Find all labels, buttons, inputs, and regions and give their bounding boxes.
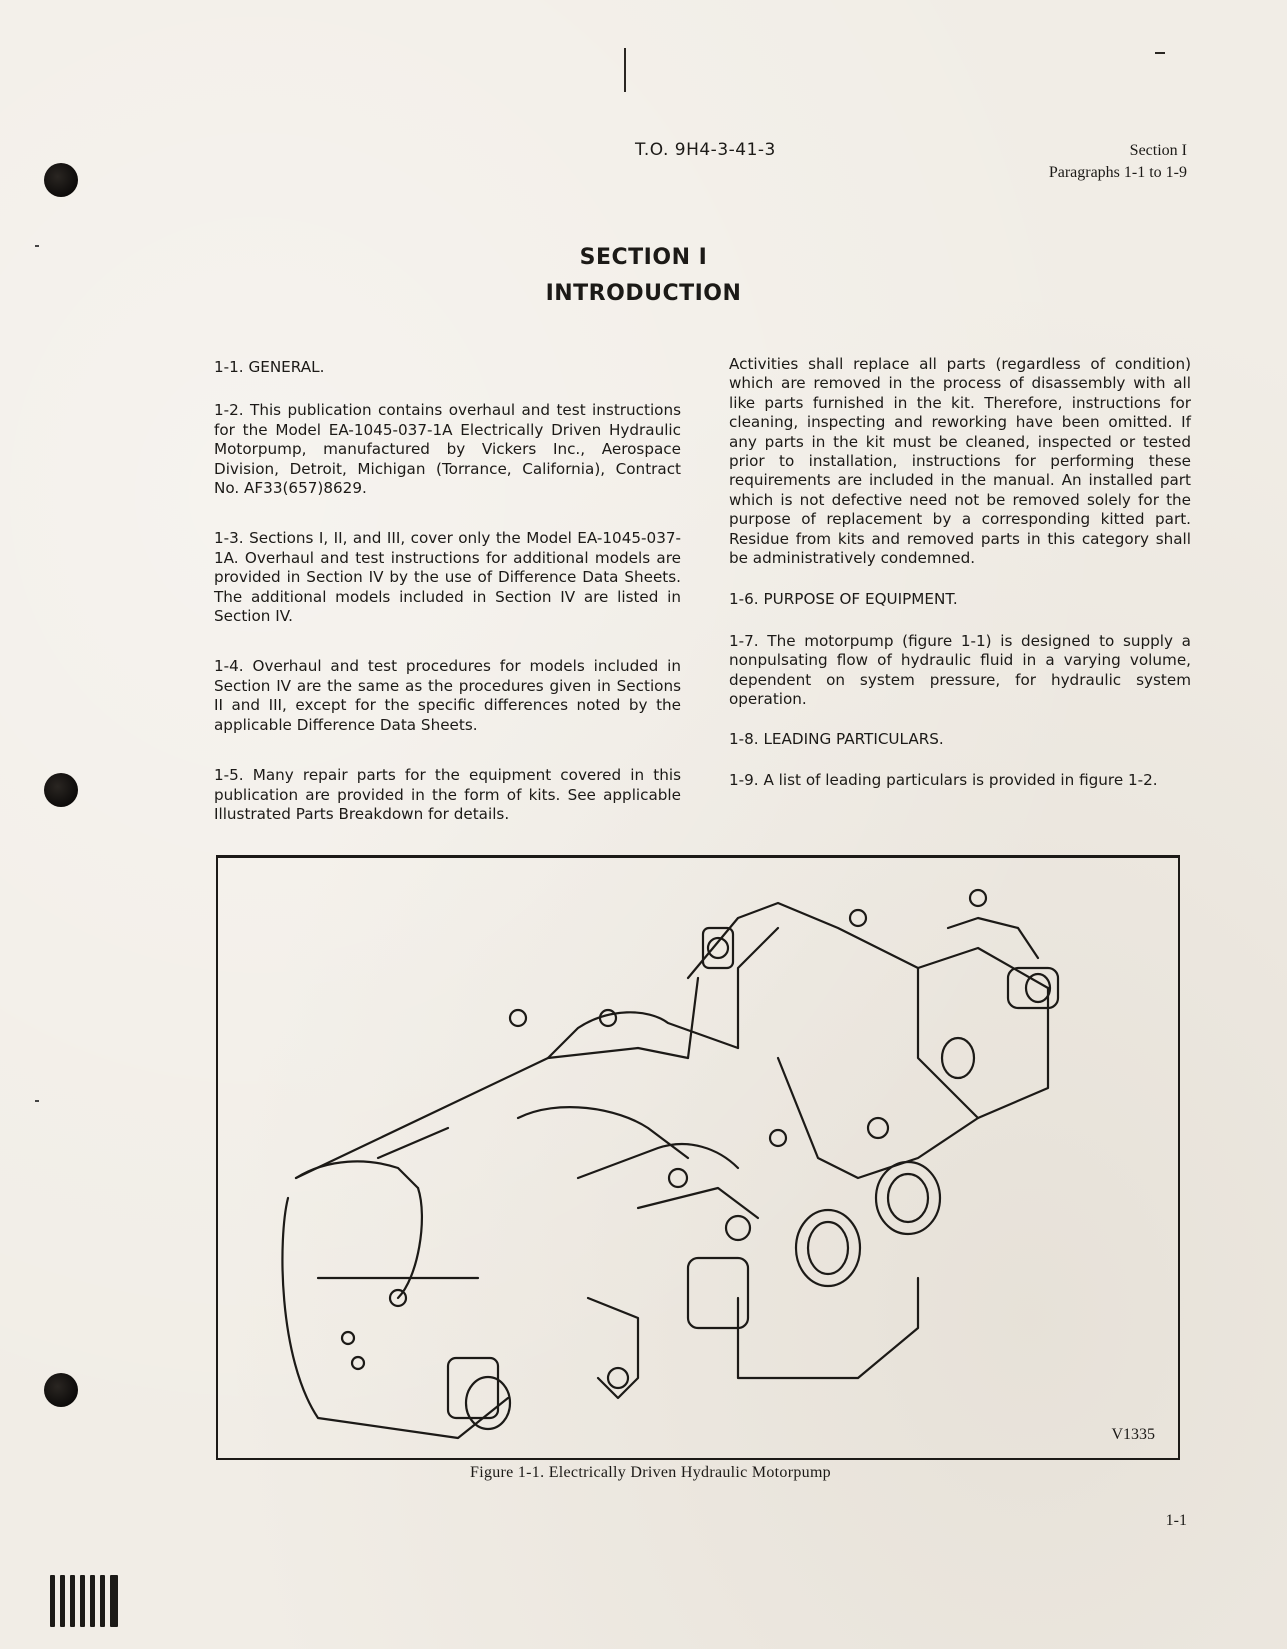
page-number: 1-1 xyxy=(1165,1512,1187,1529)
paragraph-heading: 1-8. LEADING PARTICULARS. xyxy=(729,729,944,748)
margin-mark xyxy=(35,1100,39,1102)
scan-mark xyxy=(1155,52,1165,54)
paragraph: 1-7. The motorpump (figure 1-1) is designed to supply a nonpulsating flow of hydraulic fluid in a varying volume, dependent on system pressure, for hydraulic system operation. xyxy=(729,631,1191,709)
paragraph: 1-3. Sections I, II, and III, cover only the Model EA-1045-037-1A. Overhaul and test instructions for additional models are provided in Section IV by the use of Difference Data Sheets. The additional models included in Section IV are listed in Section IV. xyxy=(214,529,681,626)
figure-id-code: V1335 xyxy=(1111,1426,1155,1443)
paragraph: 1-4. Overhaul and test procedures for models included in Section IV are the same as the procedures given in Sections II and III, except for the specific differences noted by the applicable Difference Data Sheets. xyxy=(214,657,681,734)
figure-caption: Figure 1-1. Electrically Driven Hydraulic Motorpump xyxy=(470,1464,831,1481)
punch-hole xyxy=(44,1373,78,1407)
motorpump-illustration xyxy=(218,858,1178,1458)
punch-hole xyxy=(44,163,78,197)
section-reference xyxy=(1049,140,1187,184)
paragraph-heading: 1-1. GENERAL. xyxy=(214,358,325,376)
paragraph: Activities shall replace all parts (regardless of condition) which are removed in the process of disassembly with all like parts furnished in the kit. Therefore, instructions for cleaning, inspecting and reworking have been omitted. If any parts in the kit must be cleaned, inspected or tested prior to installation, instructions for performing these requirements are included in the manual. An installed part which is not defective need not be removed solely for the purpose of replacement by a corresponding kitted part. Residue from kits and removed parts in this category shall be administratively condemned. xyxy=(729,355,1191,568)
left-column xyxy=(214,358,681,844)
paragraph-heading: 1-6. PURPOSE OF EQUIPMENT. xyxy=(729,590,958,609)
paragraph: 1-2. This publication contains overhaul and test instructions for the Model EA-1045-037-1A Electrically Driven Hydraulic Motorpump, manufactured by Vickers Inc., Aerospace Division, Detroit, Michigan (Torrance, California), Contract No. AF33(657)8629. xyxy=(214,401,681,498)
section-title: SECTION I xyxy=(579,245,708,270)
scan-mark xyxy=(624,48,626,92)
section-label: Section I xyxy=(1129,142,1187,159)
document-number: T.O. 9H4-3-41-3 xyxy=(635,140,776,160)
paragraph-range: Paragraphs 1-1 to 1-9 xyxy=(1048,164,1187,181)
figure-frame xyxy=(216,855,1180,1460)
paragraph: 1-9. A list of leading particulars is provided in figure 1-2. xyxy=(729,770,1158,789)
right-column xyxy=(729,355,1191,810)
page-title xyxy=(0,240,1287,312)
barcode-mark xyxy=(50,1575,118,1627)
punch-hole xyxy=(44,773,78,807)
section-subtitle: INTRODUCTION xyxy=(545,281,742,306)
paragraph: 1-5. Many repair parts for the equipment covered in this publication are provided in the form of kits. See applicable Illustrated Parts Breakdown for details. xyxy=(214,766,681,823)
